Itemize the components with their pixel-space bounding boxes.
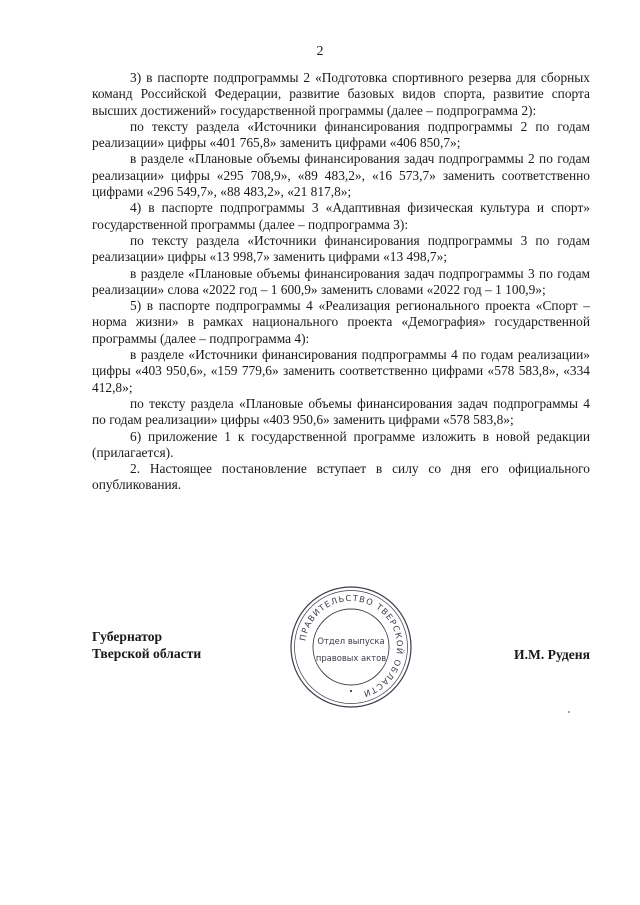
paragraph-subprogram2-volumes: в разделе «Плановые объемы финансирования задач подпрограммы 2 по годам реализации» цифры «295 708,9», «89 483,2», «16 573,7» заменить соответственно цифрами «296 549,7», «88 483,2», «21 817,8»; — [92, 151, 590, 200]
paragraph-subprogram2-sources: по тексту раздела «Источники финансирования подпрограммы 2 по годам реализации» цифры «401 765,8» заменить цифрами «406 850,7»; — [92, 118, 590, 151]
signature-block — [92, 628, 590, 688]
scan-speck — [568, 711, 570, 713]
stamp-inner-line2: правовых актов — [315, 653, 387, 663]
paragraph-item-6: 6) приложение 1 к государственной программе изложить в новой редакции (прилагается). — [92, 428, 590, 460]
paragraph-item-5: 5) в паспорте подпрограммы 4 «Реализация регионального проекта «Спорт – норма жизни» в рамках национального проекта «Демография» государственной программы (далее – подпрограмма 4): — [92, 298, 590, 346]
stamp-ring-text: ПРАВИТЕЛЬСТВО ТВЕРСКОЙ ОБЛАСТИ — [297, 592, 406, 700]
signatory-position-line2: Тверской области — [92, 646, 202, 661]
signatory-position — [92, 628, 201, 662]
page-number: 2 — [316, 44, 324, 59]
signatory-position-line1: Губернатор — [92, 629, 163, 644]
paragraph-subprogram3-volumes: в разделе «Плановые объемы финансирования задач подпрограммы 3 по годам реализации» слова «2022 год – 1 600,9» заменить словами «2022 год – 1 100,9»; — [92, 265, 590, 297]
paragraph-subprogram4-sources: в разделе «Источники финансирования подпрограммы 4 по годам реализации» цифры «403 950,6», «159 779,6» заменить соответственно цифрами «578 583,8», «334 412,8»; — [92, 347, 590, 395]
paragraph-item-4: 4) в паспорте подпрограммы 3 «Адаптивная физическая культура и спорт» государственной программы (далее – подпрограмма 3): — [92, 200, 590, 232]
paragraph-subprogram3-sources: по тексту раздела «Источники финансирования подпрограммы 3 по годам реализации» цифры «13 998,7» заменить цифрами «13 498,7»; — [92, 232, 590, 265]
paragraph-effective-date: 2. Настоящее постановление вступает в силу со дня его официального опубликования. — [92, 461, 590, 493]
document-body — [92, 70, 590, 494]
paragraph-subprogram4-volumes: по тексту раздела «Плановые объемы финансирования задач подпрограммы 4 по годам реализации» цифры «403 950,6» заменить цифрами «578 583,8»; — [92, 395, 590, 428]
signatory-name: И.М. Руденя — [514, 647, 590, 662]
stamp-inner-line1: Отдел выпуска — [317, 636, 385, 646]
paragraph-item-3: 3) в паспорте подпрограммы 2 «Подготовка спортивного резерва для сборных команд Российской Федерации, развитие базовых видов спорта, развитие спорта высших достижений» государственной программы (далее – подпрограмма 2): — [92, 70, 590, 118]
